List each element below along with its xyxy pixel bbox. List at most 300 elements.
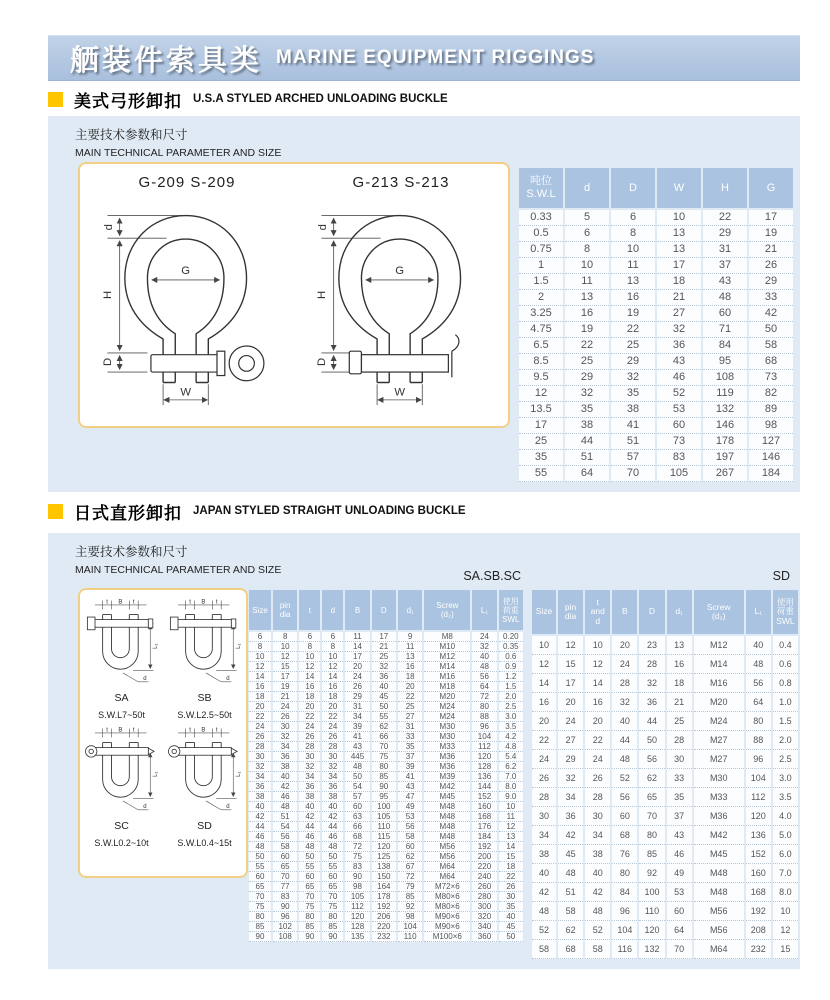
cell: 240 bbox=[472, 872, 496, 882]
cell: 138 bbox=[372, 862, 396, 872]
cell: 68 bbox=[749, 354, 793, 370]
cell: 45 bbox=[499, 922, 523, 932]
dim-label-B: B bbox=[200, 727, 205, 734]
cell: 40 bbox=[532, 864, 556, 883]
table-row bbox=[519, 338, 793, 354]
cell: 6 bbox=[322, 632, 343, 642]
cell: 20 bbox=[612, 636, 637, 655]
cell: M45 bbox=[424, 792, 470, 802]
cell: M14 bbox=[424, 662, 470, 672]
cell: 0.35 bbox=[499, 642, 523, 652]
cell: 42 bbox=[322, 812, 343, 822]
cell: 168 bbox=[746, 883, 771, 902]
cell: 42 bbox=[532, 883, 556, 902]
cell: 43 bbox=[657, 354, 701, 370]
cell: 80 bbox=[322, 912, 343, 922]
cell: 10 bbox=[499, 802, 523, 812]
cell: M48 bbox=[424, 812, 470, 822]
table-row bbox=[519, 354, 793, 370]
table-row bbox=[249, 842, 523, 852]
cell: 110 bbox=[372, 822, 396, 832]
cell: 34 bbox=[345, 712, 369, 722]
cell: 46 bbox=[667, 845, 692, 864]
cell: 0.20 bbox=[499, 632, 523, 642]
cell: 98 bbox=[749, 418, 793, 434]
cell: 110 bbox=[398, 932, 422, 942]
cell: 50 bbox=[639, 731, 664, 750]
cell: 232 bbox=[372, 932, 396, 942]
cell: 20 bbox=[558, 693, 583, 712]
cell: 70 bbox=[611, 466, 655, 482]
cell: 112 bbox=[472, 742, 496, 752]
param-label-zh: 主要技术参数和尺寸 bbox=[75, 545, 188, 559]
yellow-bullet-icon bbox=[48, 92, 63, 107]
param-label-zh: 主要技术参数和尺寸 bbox=[75, 128, 188, 142]
column-header: d₁ bbox=[667, 590, 692, 636]
cell: 10 bbox=[657, 210, 701, 226]
cell: 28 bbox=[667, 731, 692, 750]
cell: 4.0 bbox=[773, 807, 798, 826]
cell: 49 bbox=[667, 864, 692, 883]
cell: M39 bbox=[424, 772, 470, 782]
cell: 32 bbox=[657, 322, 701, 338]
cell: 84 bbox=[612, 883, 637, 902]
cell: 96 bbox=[472, 722, 496, 732]
cell: 192 bbox=[472, 842, 496, 852]
cell: 8 bbox=[273, 632, 297, 642]
cell: 14 bbox=[532, 674, 556, 693]
cell: 14 bbox=[345, 642, 369, 652]
cell: 55 bbox=[299, 862, 320, 872]
cell: 48 bbox=[532, 902, 556, 921]
table-row bbox=[519, 306, 793, 322]
cell: 40 bbox=[249, 802, 271, 812]
cell: 21 bbox=[273, 692, 297, 702]
table-row bbox=[519, 418, 793, 434]
cell: 68 bbox=[345, 832, 369, 842]
cell: 9.5 bbox=[519, 370, 563, 386]
cell: M16 bbox=[424, 672, 470, 682]
cell: 34 bbox=[585, 826, 610, 845]
cell: 11 bbox=[345, 632, 369, 642]
dim-label-L1: L₁ bbox=[235, 643, 242, 649]
cell: 14 bbox=[499, 842, 523, 852]
table-row bbox=[519, 386, 793, 402]
cell: 0.4 bbox=[773, 636, 798, 655]
dim-label-B: B bbox=[117, 599, 122, 606]
cell: 12 bbox=[299, 662, 320, 672]
cell: 25 bbox=[519, 434, 563, 450]
dim-label-B: B bbox=[117, 727, 122, 734]
cell: 44 bbox=[299, 822, 320, 832]
cell: 34 bbox=[249, 772, 271, 782]
column-header: Size bbox=[249, 590, 271, 632]
column-header: Screw (d₂) bbox=[424, 590, 470, 632]
cell: 55 bbox=[322, 862, 343, 872]
cell: 26 bbox=[345, 682, 369, 692]
section1-title bbox=[48, 90, 448, 111]
cell: 72 bbox=[345, 842, 369, 852]
cell: 31 bbox=[703, 242, 747, 258]
cell: 38 bbox=[249, 792, 271, 802]
cell: 25 bbox=[611, 338, 655, 354]
cell: 80 bbox=[299, 912, 320, 922]
cell: 128 bbox=[472, 762, 496, 772]
cell: 3.25 bbox=[519, 306, 563, 322]
column-header: 使用 荷重 SWL bbox=[773, 590, 798, 636]
cell: 62 bbox=[558, 921, 583, 940]
dee-figure-swl: S.W.L0.2~10t bbox=[94, 838, 149, 848]
table-row bbox=[532, 731, 798, 750]
cell: 40 bbox=[299, 802, 320, 812]
cell: 31 bbox=[345, 702, 369, 712]
cell: 12 bbox=[585, 655, 610, 674]
cell: 30 bbox=[249, 752, 271, 762]
cell: 10 bbox=[273, 642, 297, 652]
cell: 34 bbox=[558, 788, 583, 807]
cell: 96 bbox=[746, 750, 771, 769]
cell: 85 bbox=[249, 922, 271, 932]
cell: 48 bbox=[299, 842, 320, 852]
cell: 0.33 bbox=[519, 210, 563, 226]
cell: 66 bbox=[345, 822, 369, 832]
cell: 41 bbox=[398, 772, 422, 782]
cell: 52 bbox=[612, 769, 637, 788]
dim-label-W: W bbox=[394, 386, 406, 399]
cell: 40 bbox=[499, 912, 523, 922]
dim-label-H: H bbox=[101, 290, 114, 300]
cell: 29 bbox=[345, 692, 369, 702]
cell: 8.0 bbox=[499, 782, 523, 792]
column-header: Size bbox=[532, 590, 556, 636]
cell: 29 bbox=[749, 274, 793, 290]
cell: 105 bbox=[372, 812, 396, 822]
cell: 30 bbox=[299, 752, 320, 762]
table-row bbox=[249, 922, 523, 932]
cell: 26 bbox=[299, 732, 320, 742]
cell: 16 bbox=[611, 290, 655, 306]
cell: 41 bbox=[345, 732, 369, 742]
cell: 23 bbox=[639, 636, 664, 655]
cell: 22 bbox=[398, 692, 422, 702]
section1-title-en: U.S.A STYLED ARCHED UNLOADING BUCKLE bbox=[193, 93, 448, 105]
cell: 51 bbox=[611, 434, 655, 450]
table-row bbox=[249, 812, 523, 822]
cell: 7.0 bbox=[499, 772, 523, 782]
cell: 65 bbox=[639, 788, 664, 807]
table-row bbox=[249, 782, 523, 792]
cell: 37 bbox=[667, 807, 692, 826]
cell: M48 bbox=[424, 832, 470, 842]
cell: 32 bbox=[372, 662, 396, 672]
cell: 85 bbox=[398, 892, 422, 902]
dim-label-L1: L₁ bbox=[152, 643, 159, 649]
table-row bbox=[249, 642, 523, 652]
cell: 36 bbox=[322, 782, 343, 792]
cell: 0.75 bbox=[519, 242, 563, 258]
table-row bbox=[532, 788, 798, 807]
cell: 11 bbox=[565, 274, 609, 290]
jp-shackle-sd-table bbox=[530, 590, 800, 959]
cell: 184 bbox=[472, 832, 496, 842]
section2-panel bbox=[48, 533, 800, 969]
cell: 60 bbox=[703, 306, 747, 322]
cell: 75 bbox=[322, 902, 343, 912]
cell: 22 bbox=[532, 731, 556, 750]
cell: 19 bbox=[273, 682, 297, 692]
cell: M64 bbox=[694, 940, 744, 959]
cell: 32 bbox=[611, 370, 655, 386]
cell: 58 bbox=[398, 832, 422, 842]
cell: 10 bbox=[585, 636, 610, 655]
cell: 14 bbox=[322, 672, 343, 682]
cell: M8 bbox=[424, 632, 470, 642]
cell: 21 bbox=[372, 642, 396, 652]
column-header: W bbox=[657, 168, 701, 210]
cell: 75 bbox=[372, 752, 396, 762]
cell: 30 bbox=[499, 892, 523, 902]
cell: 360 bbox=[472, 932, 496, 942]
cell: 15 bbox=[273, 662, 297, 672]
table-row bbox=[249, 752, 523, 762]
cell: 18 bbox=[499, 862, 523, 872]
cell: 90 bbox=[372, 782, 396, 792]
bow-shackle-drawing-bolt-pin bbox=[307, 193, 495, 419]
cell: 48 bbox=[703, 290, 747, 306]
column-header: D bbox=[639, 590, 664, 636]
cell: 445 bbox=[345, 752, 369, 762]
cell: 50 bbox=[345, 772, 369, 782]
cell: 70 bbox=[299, 892, 320, 902]
cell: 44 bbox=[322, 822, 343, 832]
cell: 144 bbox=[472, 782, 496, 792]
cell: 48 bbox=[612, 750, 637, 769]
cell: 48 bbox=[585, 902, 610, 921]
cell: 10 bbox=[322, 652, 343, 662]
cell: 36 bbox=[657, 338, 701, 354]
cell: 30 bbox=[273, 722, 297, 732]
dee-figure-name: SD bbox=[197, 820, 212, 832]
cell: 76 bbox=[612, 845, 637, 864]
cell: 13 bbox=[657, 226, 701, 242]
cell: 52 bbox=[532, 921, 556, 940]
dim-label-L1: L₁ bbox=[235, 771, 242, 777]
cell: 98 bbox=[345, 882, 369, 892]
section1-panel bbox=[48, 116, 800, 492]
dee-shackle-figure-sc bbox=[82, 726, 162, 848]
cell: 6 bbox=[299, 632, 320, 642]
dee-figure-swl: S.W.L7~50t bbox=[98, 710, 145, 720]
cell: 35 bbox=[565, 402, 609, 418]
cell: 17 bbox=[558, 674, 583, 693]
cell: 24 bbox=[322, 722, 343, 732]
cell: 184 bbox=[749, 466, 793, 482]
cell: 83 bbox=[345, 862, 369, 872]
cell: 8 bbox=[322, 642, 343, 652]
cell: 70 bbox=[667, 940, 692, 959]
dee-shackle-drawing bbox=[82, 598, 162, 692]
cell: 115 bbox=[372, 832, 396, 842]
cell: 24 bbox=[345, 672, 369, 682]
cell: 6.2 bbox=[499, 762, 523, 772]
cell: 0.6 bbox=[499, 652, 523, 662]
page-banner bbox=[48, 35, 800, 81]
cell: 2.0 bbox=[773, 731, 798, 750]
cell: 88 bbox=[746, 731, 771, 750]
cell: 6 bbox=[565, 226, 609, 242]
cell: 36 bbox=[372, 672, 396, 682]
cell: 83 bbox=[273, 892, 297, 902]
cell: 100 bbox=[639, 883, 664, 902]
cell: 75 bbox=[345, 852, 369, 862]
table-row bbox=[519, 466, 793, 482]
cell: 4.75 bbox=[519, 322, 563, 338]
cell: 57 bbox=[611, 450, 655, 466]
cell: 46 bbox=[273, 792, 297, 802]
cell: 22 bbox=[565, 338, 609, 354]
dee-figure-name: SC bbox=[114, 820, 129, 832]
cell: 54 bbox=[273, 822, 297, 832]
cell: 42 bbox=[273, 782, 297, 792]
cell: 40 bbox=[612, 712, 637, 731]
cell: M24 bbox=[424, 702, 470, 712]
cell: 58 bbox=[585, 940, 610, 959]
cell: M48 bbox=[424, 822, 470, 832]
cell: 48 bbox=[273, 802, 297, 812]
cell: 38 bbox=[611, 402, 655, 418]
cell: M30 bbox=[424, 722, 470, 732]
cell: 14 bbox=[299, 672, 320, 682]
cell: 34 bbox=[322, 772, 343, 782]
cell: 55 bbox=[249, 862, 271, 872]
cell: 68 bbox=[612, 826, 637, 845]
column-header: 吨位 S.W.L bbox=[519, 168, 563, 210]
cell: 2.5 bbox=[773, 750, 798, 769]
section2-title bbox=[48, 502, 466, 523]
cell: 146 bbox=[703, 418, 747, 434]
table-row bbox=[249, 672, 523, 682]
cell: 58 bbox=[558, 902, 583, 921]
cell: 36 bbox=[299, 782, 320, 792]
cell: 85 bbox=[372, 772, 396, 782]
cell: 16 bbox=[565, 306, 609, 322]
column-header: Screw (d₂) bbox=[694, 590, 744, 636]
cell: 19 bbox=[749, 226, 793, 242]
cell: 38 bbox=[322, 792, 343, 802]
cell: 22 bbox=[299, 712, 320, 722]
cell: 220 bbox=[372, 922, 396, 932]
cell: 8.5 bbox=[519, 354, 563, 370]
cell: 0.9 bbox=[499, 662, 523, 672]
cell: 65 bbox=[299, 882, 320, 892]
cell: 38 bbox=[299, 792, 320, 802]
cell: 56 bbox=[273, 832, 297, 842]
table-row bbox=[249, 792, 523, 802]
cell: 58 bbox=[532, 940, 556, 959]
cell: 32 bbox=[273, 732, 297, 742]
cell: 135 bbox=[345, 932, 369, 942]
cell: M33 bbox=[424, 742, 470, 752]
cell: M100×6 bbox=[424, 932, 470, 942]
cell: 34 bbox=[273, 742, 297, 752]
cell: 44 bbox=[639, 712, 664, 731]
column-header: G bbox=[749, 168, 793, 210]
jp-shackle-sasbsc-table bbox=[247, 590, 525, 942]
cell: 84 bbox=[703, 338, 747, 354]
cell: 46 bbox=[249, 832, 271, 842]
cell: 340 bbox=[472, 922, 496, 932]
dee-shackle-figure-sb bbox=[165, 598, 245, 720]
cell: 29 bbox=[611, 354, 655, 370]
cell: 24 bbox=[273, 702, 297, 712]
cell: 47 bbox=[398, 792, 422, 802]
cell: 46 bbox=[322, 832, 343, 842]
table-row bbox=[519, 290, 793, 306]
cell: 53 bbox=[657, 402, 701, 418]
cell: 50 bbox=[749, 322, 793, 338]
cell: 38 bbox=[532, 845, 556, 864]
cell: 48 bbox=[746, 655, 771, 674]
cell: 56 bbox=[472, 672, 496, 682]
cell: M27 bbox=[694, 731, 744, 750]
cell: 72 bbox=[472, 692, 496, 702]
us-shackle-size-table bbox=[517, 168, 795, 482]
table-row bbox=[519, 274, 793, 290]
dee-shackle-drawing bbox=[165, 598, 245, 692]
bow-shackle-drawing-screw-pin bbox=[93, 193, 281, 419]
cell: 20 bbox=[398, 682, 422, 692]
cell: 120 bbox=[746, 807, 771, 826]
table-row bbox=[519, 450, 793, 466]
cell: 34 bbox=[299, 772, 320, 782]
section1-param-label bbox=[75, 125, 281, 159]
cell: 1.2 bbox=[499, 672, 523, 682]
cell: M90×6 bbox=[424, 912, 470, 922]
cell: 15 bbox=[773, 940, 798, 959]
cell: M30 bbox=[424, 732, 470, 742]
table-row bbox=[249, 862, 523, 872]
table-row bbox=[249, 762, 523, 772]
dim-label-D: D bbox=[315, 357, 328, 366]
dee-shackle-drawing bbox=[82, 726, 162, 820]
cell: 15 bbox=[499, 852, 523, 862]
cell: M27 bbox=[694, 750, 744, 769]
cell: 120 bbox=[472, 752, 496, 762]
dim-label-G: G bbox=[395, 264, 405, 277]
cell: 65 bbox=[322, 882, 343, 892]
cell: 168 bbox=[472, 812, 496, 822]
cell: 19 bbox=[565, 322, 609, 338]
cell: 75 bbox=[249, 902, 271, 912]
cell: M90×6 bbox=[424, 922, 470, 932]
column-header: B bbox=[612, 590, 637, 636]
cell: 32 bbox=[612, 693, 637, 712]
cell: 50 bbox=[499, 932, 523, 942]
cell: 22 bbox=[585, 731, 610, 750]
param-label-en: MAIN TECHNICAL PARAMETER AND SIZE bbox=[75, 147, 282, 159]
dim-label-d: d bbox=[225, 675, 230, 682]
cell: 160 bbox=[746, 864, 771, 883]
cell: M45 bbox=[694, 845, 744, 864]
bow-shackle-figure-g209 bbox=[80, 164, 294, 426]
cell: 77 bbox=[273, 882, 297, 892]
cell: 16 bbox=[667, 655, 692, 674]
cell: 120 bbox=[372, 842, 396, 852]
cell: 25 bbox=[398, 702, 422, 712]
table-row bbox=[249, 892, 523, 902]
table-row bbox=[532, 940, 798, 959]
cell: 40 bbox=[585, 864, 610, 883]
